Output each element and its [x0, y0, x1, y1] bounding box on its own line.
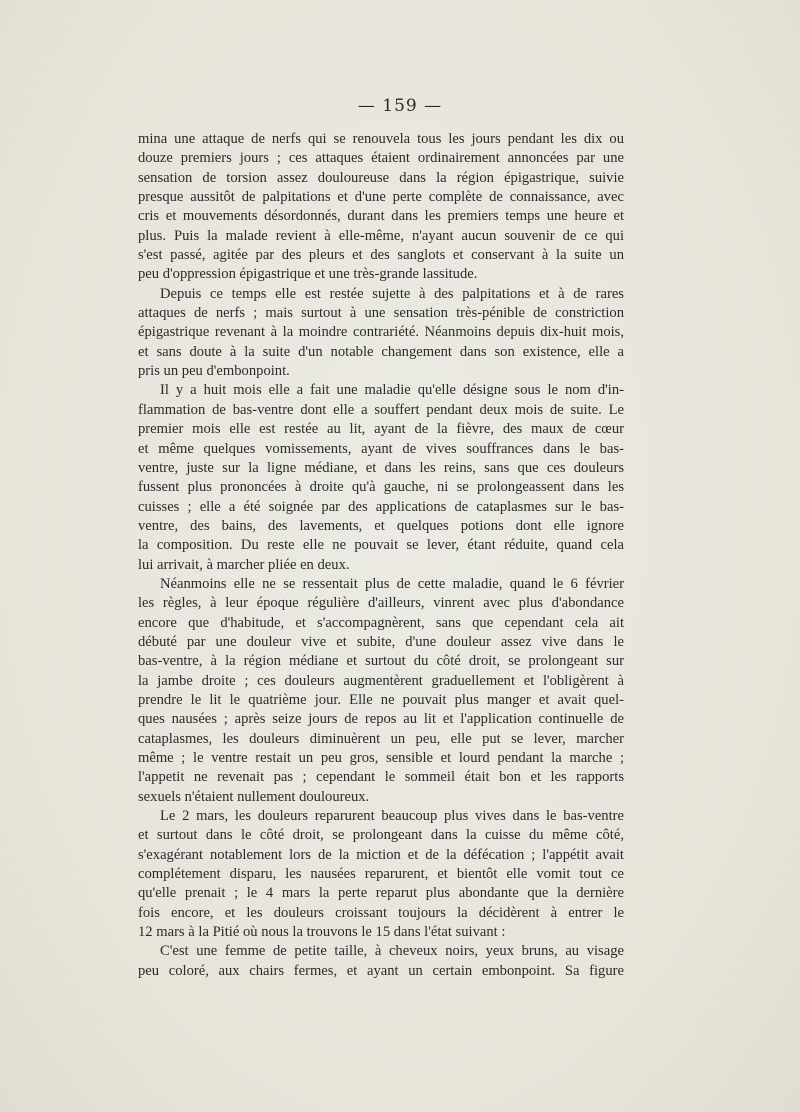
- text-line: lui arrivait, à marcher pliée en deux.: [138, 556, 350, 573]
- page-number: — 159 —: [357, 96, 443, 116]
- paragraph: [138, 381, 624, 574]
- text-line: et sans doute à la suite d'un notable changement dans son existence, elle a: [138, 343, 624, 360]
- text-line: l'appetit ne revenait pas ; cependant le sommeil était bon et les rapports: [138, 769, 624, 786]
- text-line: la composition. Du reste elle ne pouvait se lever, étant réduite, quand cela: [138, 537, 624, 554]
- text-line: fussent plus prononcées à droite qu'à gauche, ni se prolongeassent dans les: [138, 479, 624, 496]
- text-line: attaques de nerfs ; mais surtout à une sensation très-pénible de constriction: [138, 305, 624, 322]
- text-line: douze premiers jours ; ces attaques étaient ordinairement annoncées par une: [138, 150, 624, 167]
- text-line: ventre, juste sur la ligne médiane, et dans les reins, sans que ces douleurs: [138, 459, 624, 476]
- text-line: même ; le ventre restait un peu gros, sensible et lourd pendant la marche ;: [138, 750, 624, 766]
- text-line: ventre, des bains, des lavements, et quelques potions dont elle ignore: [138, 517, 624, 534]
- text-line: Il y a huit mois elle a fait une maladie qu'elle désigne sous le nom d'in-: [160, 382, 624, 399]
- text-line: Néanmoins elle ne se ressentait plus de cette maladie, quand le 6 février: [160, 575, 624, 592]
- paragraph: [138, 285, 624, 382]
- paragraph: [138, 942, 624, 981]
- text-line: bas-ventre, à la région médiane et surtout du côté droit, se prolongeant sur: [138, 653, 624, 670]
- text-line: la jambe droite ; ces douleurs augmentèrent graduellement et l'obligèrent à: [138, 672, 624, 689]
- text-line: qu'elle prenait ; le 4 mars la perte reparut plus abondante que la dernière: [138, 885, 624, 902]
- text-line: prendre le lit le quatrième jour. Elle ne pouvait plus manger et avait quel-: [138, 691, 624, 708]
- text-line: cuisses ; elle a été soignée par des applications de cataplasmes sur le bas-: [138, 498, 624, 515]
- text-line: encore que d'habitude, et s'accompagnèrent, sans que cependant cela ait: [138, 614, 624, 631]
- text-line: les règles, à leur époque régulière d'ailleurs, vinrent avec plus d'abondance: [138, 595, 624, 612]
- text-line: et même quelques vomissements, ayant de vives souffrances dans le bas-: [138, 440, 624, 457]
- text-line: peu coloré, aux chairs fermes, et ayant un certain embonpoint. Sa figure: [138, 962, 624, 979]
- text-line: premier mois elle est restée au lit, ayant de la fièvre, des maux de cœur: [138, 421, 624, 438]
- text-line: mina une attaque de nerfs qui se renouvela tous les jours pendant les dix ou: [138, 131, 624, 147]
- text-line: débuté par une douleur vive et subite, d'une douleur assez vive dans le: [138, 633, 624, 650]
- text-line: s'exagérant notablement lors de la miction et de la défécation ; l'appétit avait: [138, 846, 624, 863]
- text-line: C'est une femme de petite taille, à cheveux noirs, yeux bruns, au visage: [160, 943, 624, 960]
- text-line: pris un peu d'embonpoint.: [138, 363, 290, 380]
- paragraph: [138, 575, 624, 807]
- text-line: presque aussitôt de palpitations et d'une perte complète de connaissance, avec: [138, 189, 624, 206]
- text-line: ques nausées ; après seize jours de repos au lit et l'application continuelle de: [138, 711, 624, 728]
- text-line: peu d'oppression épigastrique et une très-grande lassitude.: [138, 266, 478, 283]
- body-text: [138, 130, 624, 981]
- text-line: et surtout dans le côté droit, se prolongeant dans la cuisse du même côté,: [138, 827, 624, 844]
- text-line: 12 mars à la Pitié où nous la trouvons le 15 dans l'état suivant :: [138, 924, 506, 941]
- text-line: fois encore, et les douleurs croissant toujours la décidèrent à entrer le: [138, 904, 624, 921]
- paragraph: [138, 130, 624, 285]
- text-line: cataplasmes, les douleurs diminuèrent un peu, elle put se lever, marcher: [138, 730, 624, 747]
- text-line: plus. Puis la malade revient à elle-même, n'ayant aucun souvenir de ce qui: [138, 227, 624, 244]
- text-line: s'est passé, agitée par des pleurs et des sanglots et conservant à la suite un: [138, 247, 624, 264]
- text-line: cris et mouvements désordonnés, durant dans les premiers temps une heure et: [138, 208, 624, 225]
- text-line: sensation de torsion assez douloureuse dans la région épigastrique, suivie: [138, 169, 624, 186]
- text-line: épigastrique revenant à la moindre contrariété. Néanmoins depuis dix-huit mois,: [138, 324, 624, 341]
- text-line: flammation de bas-ventre dont elle a souffert pendant deux mois de suite. Le: [138, 401, 624, 418]
- text-line: Depuis ce temps elle est restée sujette à des palpitations et à de rares: [160, 285, 624, 302]
- text-line: complétement disparu, les nausées reparurent, et bientôt elle vomit tout ce: [138, 866, 624, 883]
- text-line: Le 2 mars, les douleurs reparurent beaucoup plus vives dans le bas-ventre: [160, 808, 624, 825]
- paragraph: [138, 807, 624, 942]
- text-line: sexuels n'étaient nullement douloureux.: [138, 788, 370, 805]
